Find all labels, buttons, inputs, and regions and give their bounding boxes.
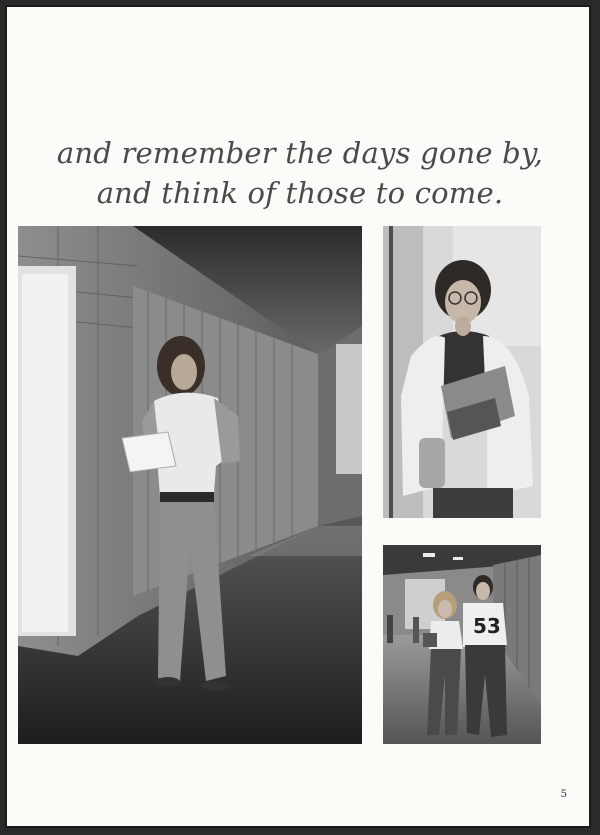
headline-line-2: and think of those to come. <box>96 176 504 210</box>
headline-line-1: and remember the days gone by, <box>56 136 544 170</box>
headline <box>7 133 593 213</box>
yearbook-page <box>5 5 591 828</box>
photo-hallway-couple <box>383 545 541 744</box>
hallway-couple-image <box>383 545 541 744</box>
hallway-student-image <box>18 226 362 744</box>
student-portrait-image <box>383 226 541 518</box>
photo-hallway-student <box>18 226 362 744</box>
page-number: 5 <box>560 789 567 800</box>
photo-student-portrait <box>383 226 541 518</box>
jersey-number: 53 <box>473 614 501 638</box>
